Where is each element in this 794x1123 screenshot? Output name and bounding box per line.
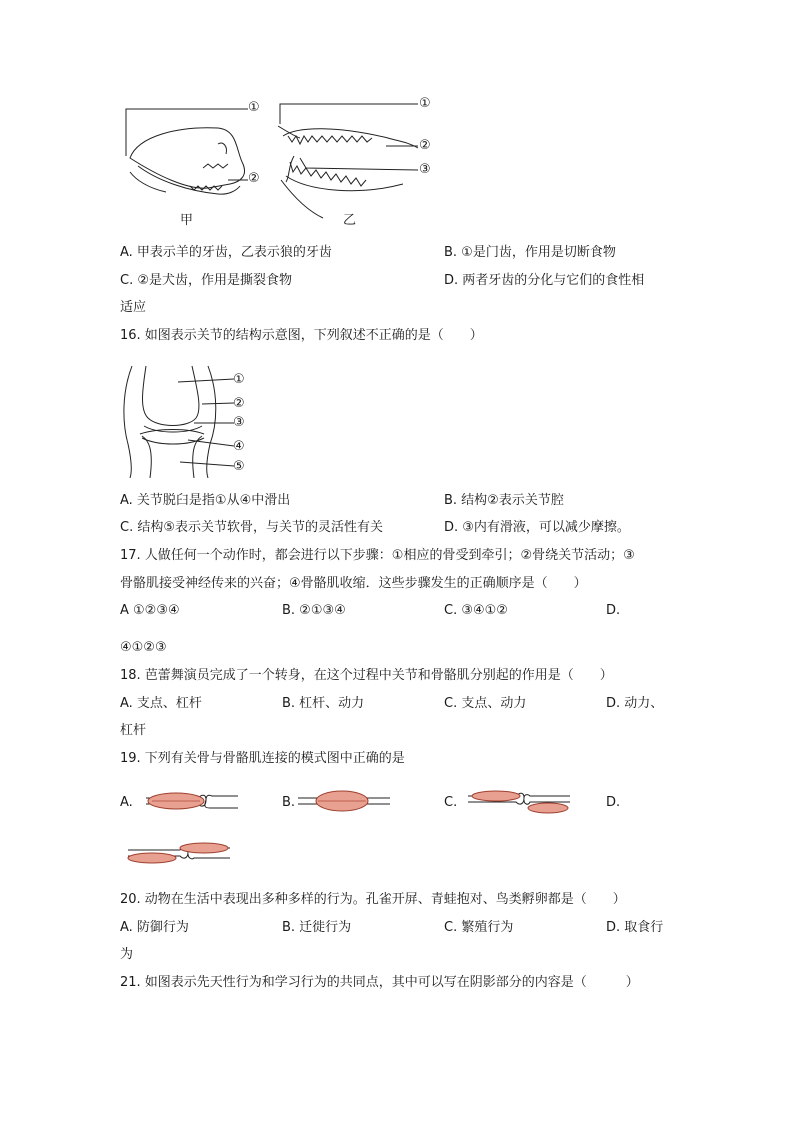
q19-option-d: D.: [606, 795, 621, 810]
q18-option-a: A. 支点、杠杆: [120, 696, 202, 711]
q18-option-d-cont: 杠杆: [120, 723, 147, 738]
q15-option-a: A. 甲表示羊的牙齿，乙表示狼的牙齿: [120, 245, 332, 260]
q19-figure-a-drawing: [140, 788, 240, 820]
q17-option-b: B. ②①③④: [282, 603, 346, 618]
q17-option-d-cont: ④①②③: [120, 640, 167, 655]
q19-figure-c-drawing: [466, 788, 572, 822]
q18-stem: 18. 芭蕾舞演员完成了一个转身，在这个过程中关节和骨骼肌分别起的作用是（ ）: [120, 668, 613, 683]
q20-option-b: B. 迁徙行为: [282, 920, 352, 935]
q19-option-a: A.: [120, 795, 133, 810]
q18-option-c: C. 支点、动力: [444, 696, 527, 711]
q20-option-c: C. 繁殖行为: [444, 920, 514, 935]
q19-option-c: C.: [444, 795, 458, 810]
fig15-marker-2b: ②: [419, 138, 431, 153]
teeth-figure: [118, 96, 448, 231]
fig15-marker-1b: ①: [419, 96, 431, 111]
q19-figure-a: [140, 788, 240, 820]
q15-option-c: C. ②是犬齿，作用是撕裂食物: [120, 273, 292, 288]
q20-option-a: A. 防御行为: [120, 920, 189, 935]
q15-option-b: B. ①是门齿，作用是切断食物: [444, 245, 616, 260]
q18-option-d: D. 动力、: [606, 696, 664, 711]
q19-figure-c: [466, 788, 572, 822]
fig16-marker-4: ④: [233, 439, 245, 454]
q19-figure-b-drawing: [296, 786, 392, 820]
q18-option-b: B. 杠杆、动力: [282, 696, 365, 711]
q21-stem: 21. 如图表示先天性行为和学习行为的共同点，其中可以写在阴影部分的内容是（ ）: [120, 975, 639, 990]
fig16-marker-2: ②: [233, 396, 245, 411]
fig15-label-jia: 甲: [180, 213, 194, 228]
q15-option-d: D. 两者牙齿的分化与它们的食性相: [444, 273, 645, 288]
q16-option-a: A. 关节脱臼是指①从④中滑出: [120, 493, 291, 508]
q20-option-d: D. 取食行: [606, 920, 664, 935]
q16-stem: 16. 如图表示关节的结构示意图，下列叙述不正确的是（ ）: [120, 328, 483, 343]
q19-stem: 19. 下列有关骨与骨骼肌连接的模式图中正确的是: [120, 751, 405, 766]
q19-option-b: B.: [282, 795, 296, 810]
q15-option-d-cont: 适应: [120, 300, 147, 315]
q16-option-b: B. 结构②表示关节腔: [444, 493, 564, 508]
q17-stem-line2: 骨骼肌接受神经传来的兴奋；④骨骼肌收缩．这些步骤发生的正确顺序是（ ）: [120, 576, 587, 591]
q17-stem-line1: 17. 人做任何一个动作时，都会进行以下步骤：①相应的骨受到牵引；②骨绕关节活动；③: [120, 548, 635, 563]
q17-option-a: A ①②③④: [120, 603, 180, 618]
q19-figure-b: [296, 786, 392, 820]
q17-option-d: D.: [606, 603, 621, 618]
joint-figure-drawing: [118, 362, 248, 480]
q17-option-c: C. ③④①②: [444, 603, 508, 618]
teeth-figure-drawing: [118, 96, 448, 231]
fig16-marker-5: ⑤: [233, 459, 245, 474]
fig16-marker-3: ③: [233, 415, 245, 430]
q20-stem: 20. 动物在生活中表现出多种多样的行为。孔雀开屏、青蛙抱对、鸟类孵卵都是（ ）: [120, 892, 626, 907]
q19-figure-d: [124, 838, 234, 872]
q20-option-d-cont: 为: [120, 947, 134, 962]
fig15-marker-1a: ①: [248, 100, 260, 115]
fig15-marker-3b: ③: [419, 162, 431, 177]
joint-figure: [118, 362, 248, 480]
fig15-label-yi: 乙: [343, 213, 357, 228]
q16-option-d: D. ③内有滑液，可以减少摩擦。: [444, 520, 630, 535]
q19-figure-d-drawing: [124, 838, 234, 872]
fig15-marker-2a: ②: [248, 171, 260, 186]
q16-option-c: C. 结构⑤表示关节软骨，与关节的灵活性有关: [120, 520, 383, 535]
fig16-marker-1: ①: [233, 372, 245, 387]
